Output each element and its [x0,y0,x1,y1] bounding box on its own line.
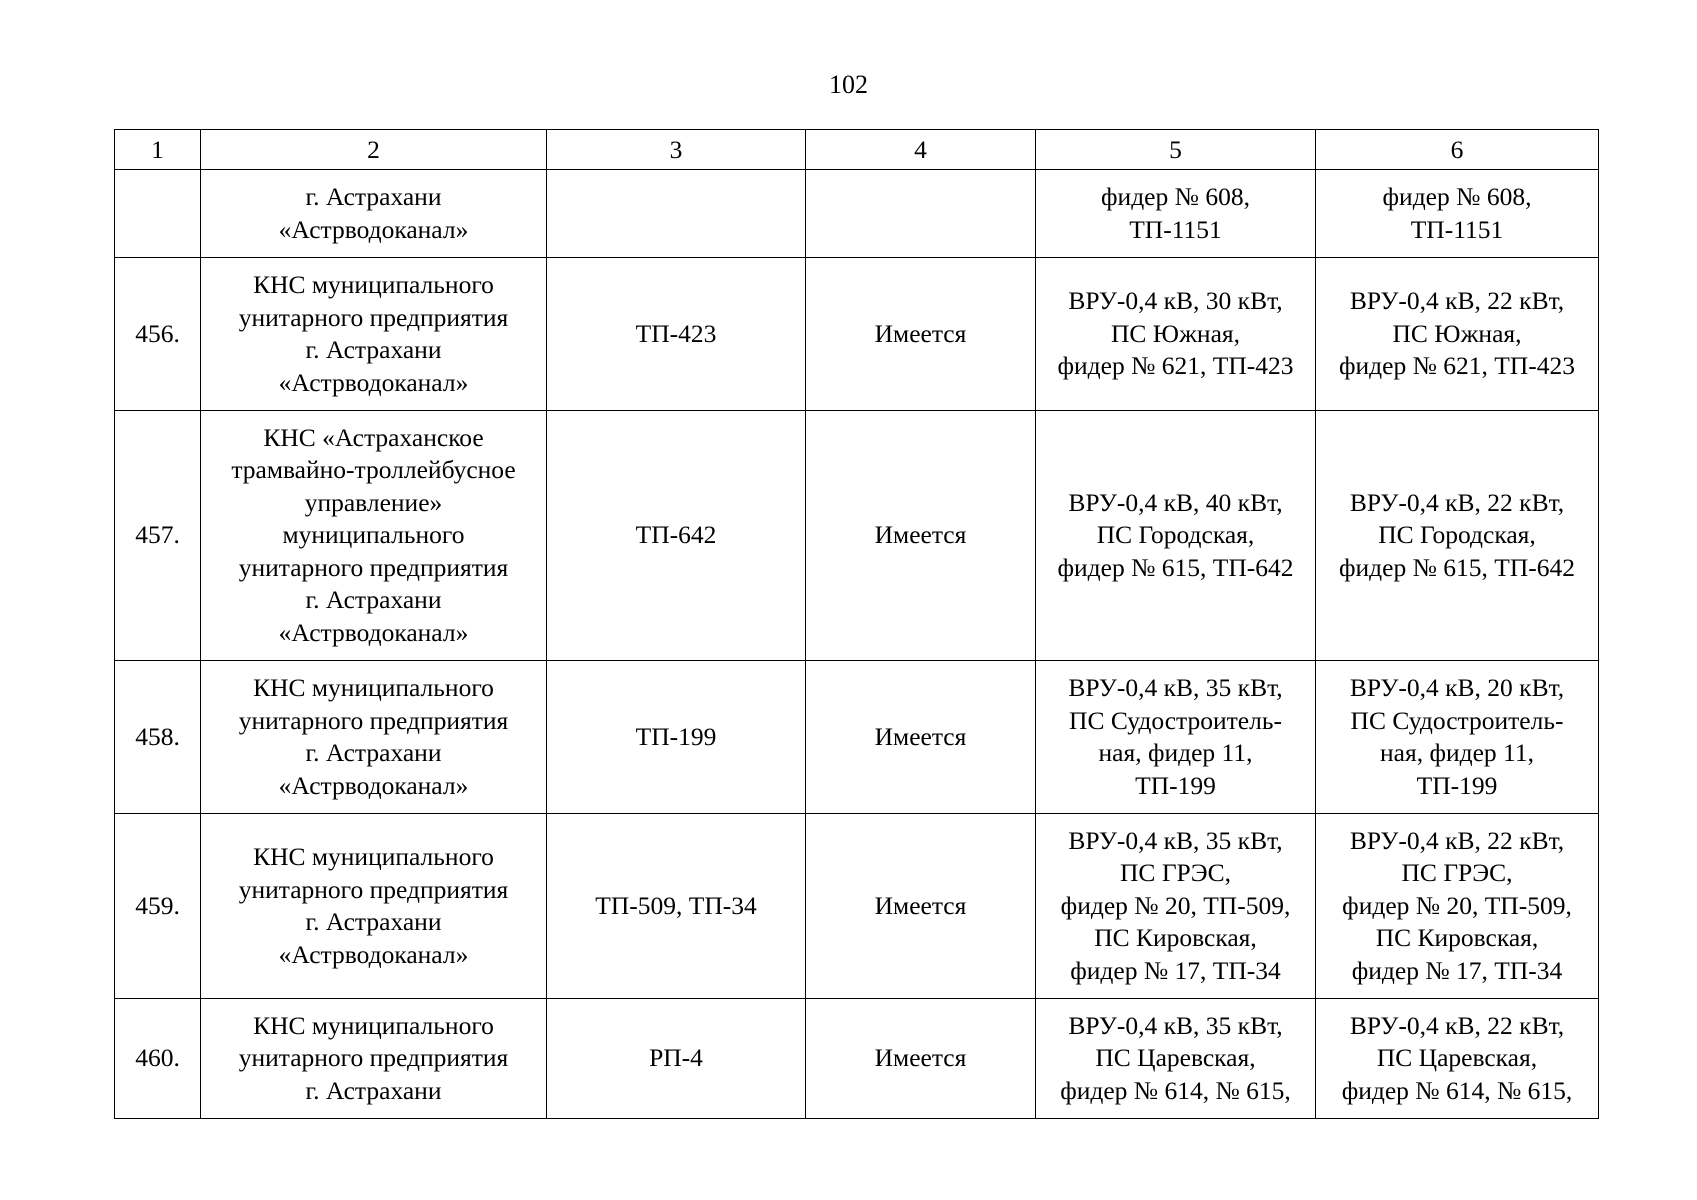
row-number-cell [115,170,201,258]
col5-cell: ВРУ-0,4 кВ, 30 кВт, ПС Южная, фидер № 621, ТП-423 [1036,258,1316,411]
table-row [115,170,1599,258]
substation-cell [547,170,806,258]
table-header-row [115,130,1599,170]
column-header: 6 [1316,130,1599,170]
row-number-cell: 460. [115,999,201,1119]
table-row [115,814,1599,999]
col6-cell: ВРУ-0,4 кВ, 22 кВт, ПС Городская, фидер № 615, ТП-642 [1316,411,1599,661]
object-name-cell: КНС муниципального унитарного предприятия г. Астрахани «Астрводоканал» [201,661,547,814]
object-name-cell: г. Астрахани «Астрводоканал» [201,170,547,258]
substation-cell: ТП-509, ТП-34 [547,814,806,999]
status-cell: Имеется [806,999,1036,1119]
object-name-cell: КНС «Астраханское трамвайно-троллейбусное управление» муниципального унитарного предприятия г. Астрахани «Астрводоканал» [201,411,547,661]
col6-cell: ВРУ-0,4 кВ, 22 кВт, ПС Южная, фидер № 621, ТП-423 [1316,258,1599,411]
table-row [115,999,1599,1119]
table-row [115,661,1599,814]
table-row [115,258,1599,411]
col5-cell: ВРУ-0,4 кВ, 35 кВт, ПС Судостроитель- ная, фидер 11, ТП-199 [1036,661,1316,814]
object-name-cell: КНС муниципального унитарного предприятия г. Астрахани «Астрводоканал» [201,258,547,411]
col5-cell: фидер № 608, ТП-1151 [1036,170,1316,258]
col6-cell: ВРУ-0,4 кВ, 22 кВт, ПС Царевская, фидер № 614, № 615, [1316,999,1599,1119]
page-number: 102 [829,70,868,99]
row-number-cell: 458. [115,661,201,814]
status-cell: Имеется [806,814,1036,999]
row-number-cell: 459. [115,814,201,999]
column-header: 4 [806,130,1036,170]
substation-cell: ТП-423 [547,258,806,411]
col6-cell: фидер № 608, ТП-1151 [1316,170,1599,258]
column-header: 5 [1036,130,1316,170]
substation-cell: РП-4 [547,999,806,1119]
table-row [115,411,1599,661]
col5-cell: ВРУ-0,4 кВ, 40 кВт, ПС Городская, фидер № 615, ТП-642 [1036,411,1316,661]
data-table [114,129,1599,1119]
row-number-cell: 457. [115,411,201,661]
column-header: 2 [201,130,547,170]
col5-cell: ВРУ-0,4 кВ, 35 кВт, ПС ГРЭС, фидер № 20, ТП-509, ПС Кировская, фидер № 17, ТП-34 [1036,814,1316,999]
status-cell: Имеется [806,411,1036,661]
status-cell [806,170,1036,258]
row-number-cell: 456. [115,258,201,411]
col6-cell: ВРУ-0,4 кВ, 20 кВт, ПС Судостроитель- ная, фидер 11, ТП-199 [1316,661,1599,814]
column-header: 1 [115,130,201,170]
substation-cell: ТП-642 [547,411,806,661]
object-name-cell: КНС муниципального унитарного предприятия г. Астрахани [201,999,547,1119]
status-cell: Имеется [806,258,1036,411]
col6-cell: ВРУ-0,4 кВ, 22 кВт, ПС ГРЭС, фидер № 20, ТП-509, ПС Кировская, фидер № 17, ТП-34 [1316,814,1599,999]
col5-cell: ВРУ-0,4 кВ, 35 кВт, ПС Царевская, фидер № 614, № 615, [1036,999,1316,1119]
column-header: 3 [547,130,806,170]
status-cell: Имеется [806,661,1036,814]
substation-cell: ТП-199 [547,661,806,814]
object-name-cell: КНС муниципального унитарного предприятия г. Астрахани «Астрводоканал» [201,814,547,999]
